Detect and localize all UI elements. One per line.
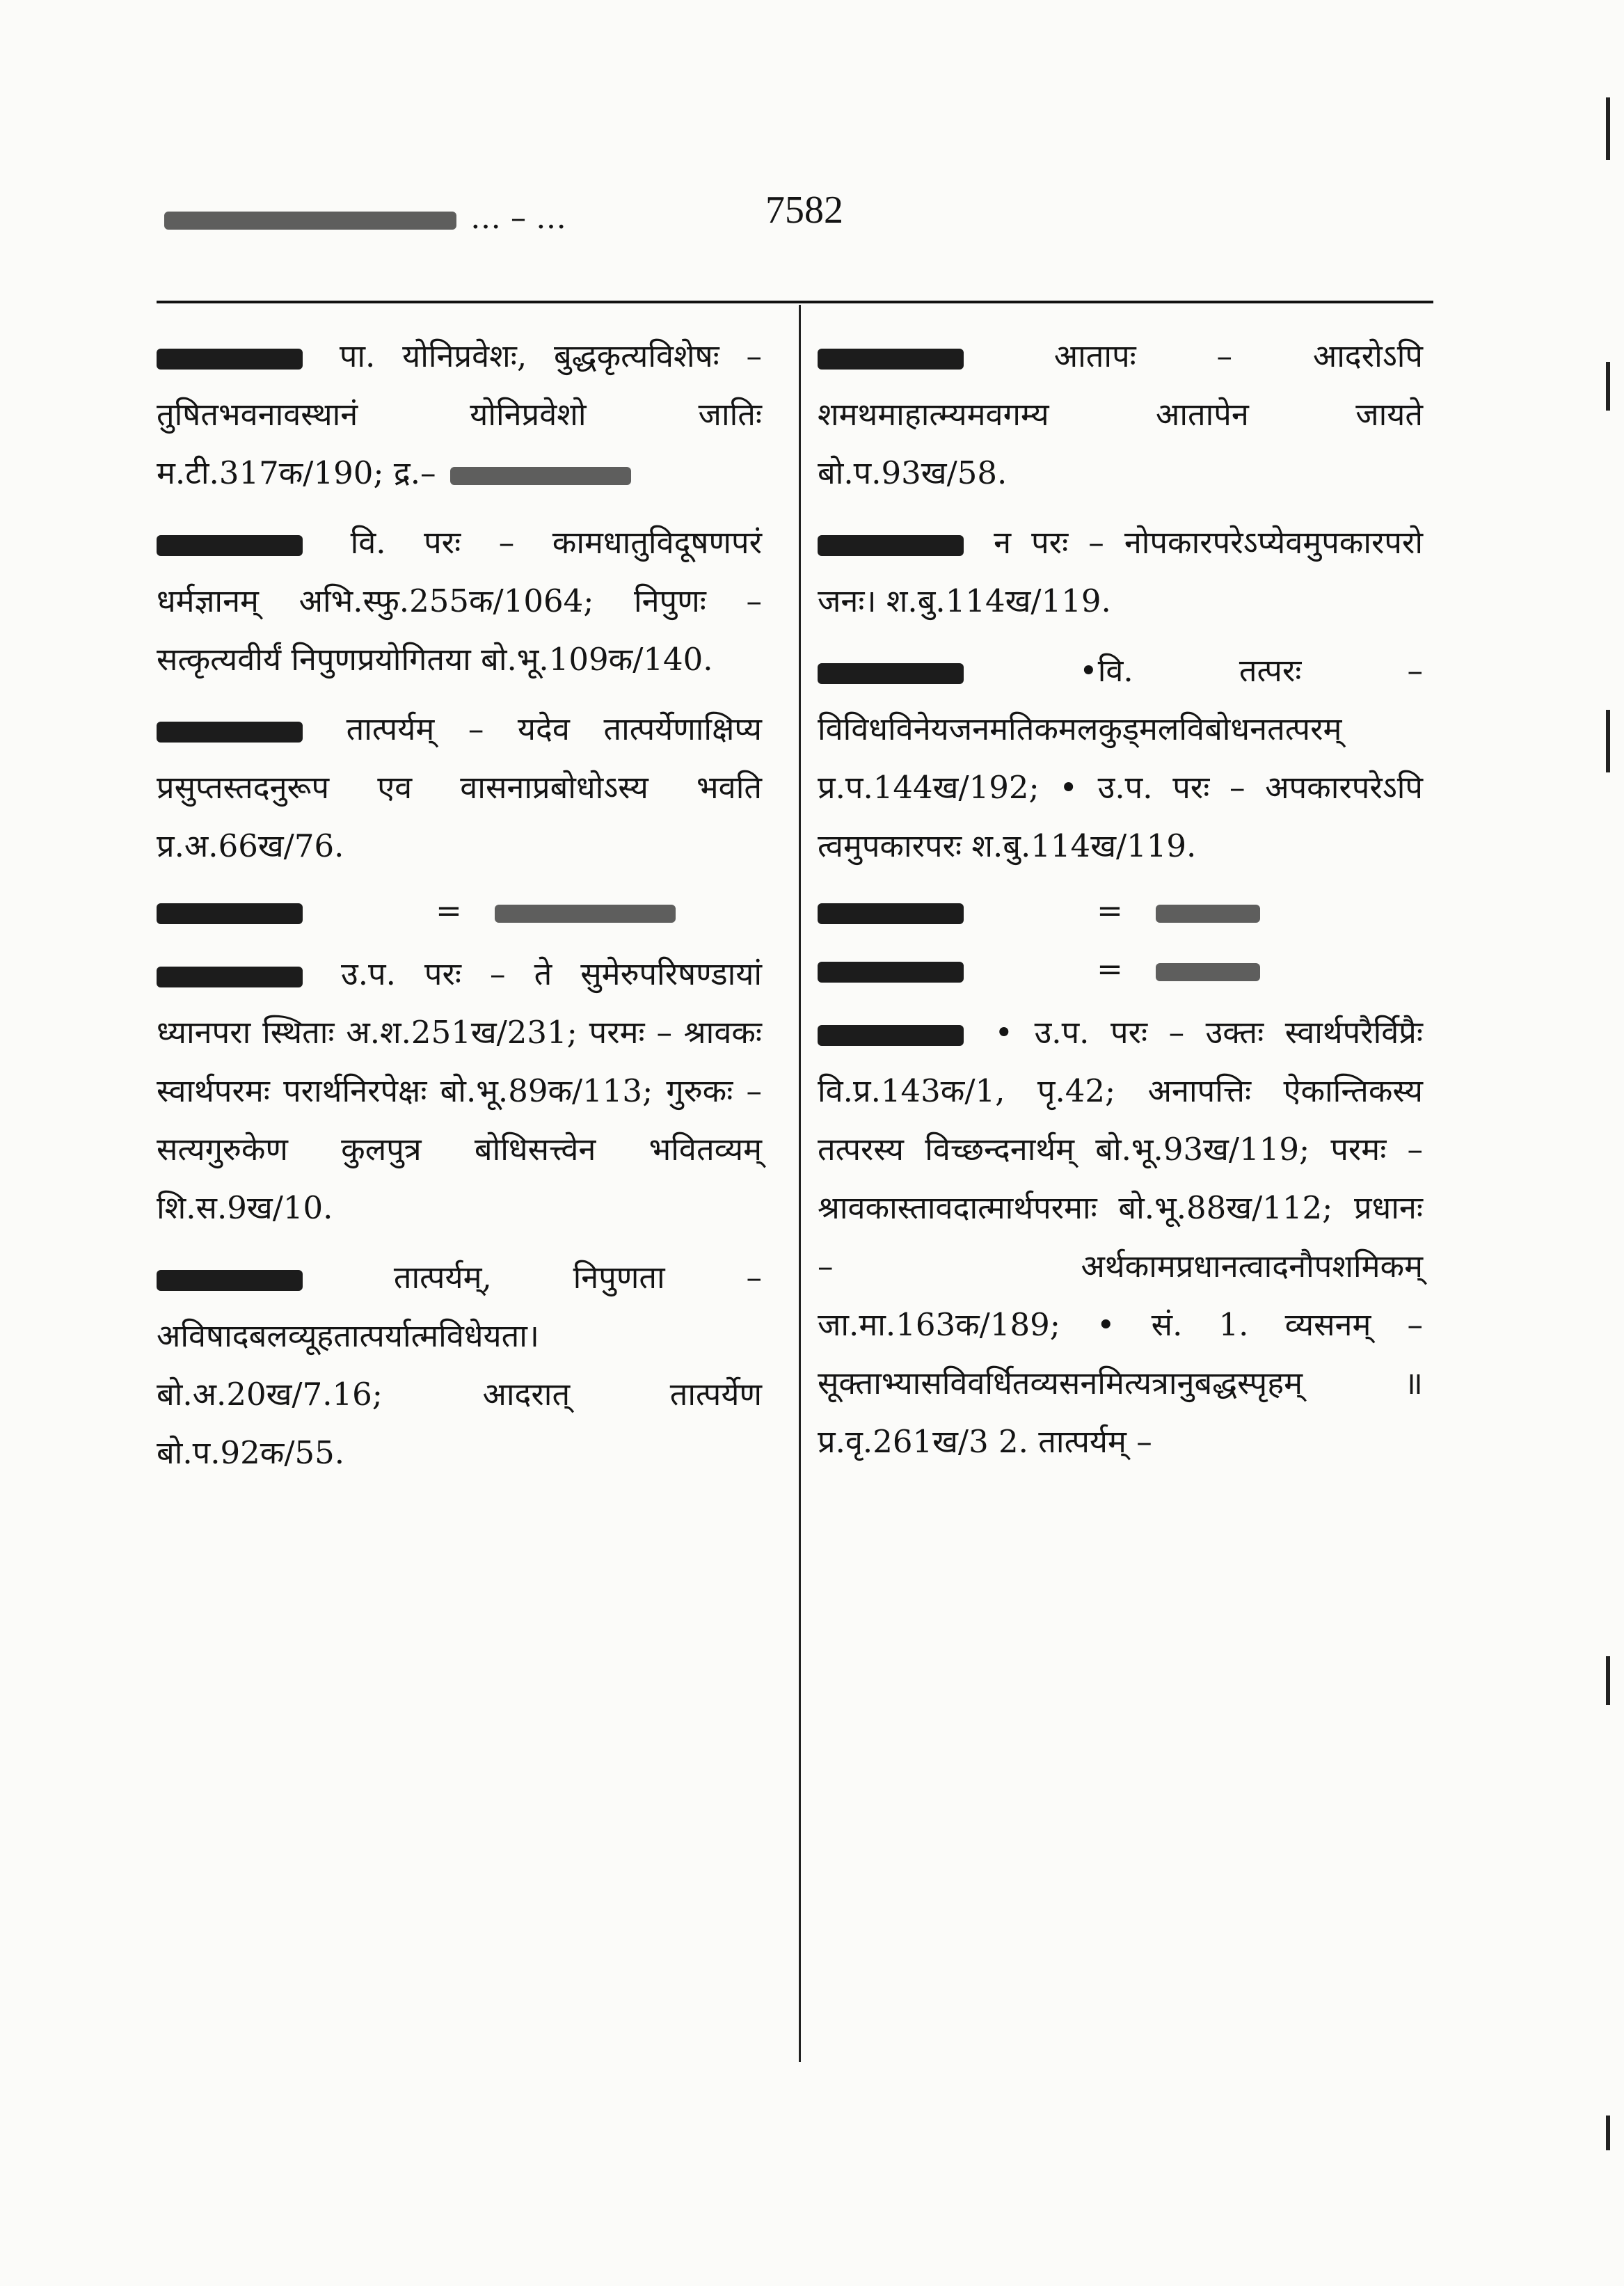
equivalence-entry: = xyxy=(818,887,1423,935)
tibetan-headword xyxy=(818,903,964,924)
equivalence-entry: = xyxy=(157,887,762,935)
tibetan-headword xyxy=(818,349,964,370)
entry: न परः – नोपकारपरेऽप्येवमुपकारपरो जनः। श.बु.114ख/119. xyxy=(818,524,1423,619)
header-rule xyxy=(157,301,1433,303)
entry: तात्पर्यम् – यदेव तात्पर्येणाक्षिप्य प्रसुप्तस्तदनुरूप एव वासनाप्रबोधोऽस्य भवति प्र.अ.66ख/76. xyxy=(157,711,762,864)
tibetan-headword xyxy=(157,967,303,987)
entry: उ.प. परः – ते सुमेरुपरिषण्डायां ध्यानपरा स्थिताः अ.श.251ख/231; परमः – श्रावकः स्वार्थपरमः परार्थनिरपेक्षः बो.भू.89क/113; गुरुकः – सत्यगुरुकेण कुलपुत्र बोधिसत्त्वेन भवितव्यम् शि.स.9ख/10. xyxy=(157,955,762,1226)
tibetan-headword xyxy=(157,903,303,924)
tibetan-headword xyxy=(818,1025,964,1046)
tibetan-headword xyxy=(157,1270,303,1291)
right-column xyxy=(818,327,1423,1482)
tibetan-equivalent-glyphs xyxy=(1156,963,1260,981)
scan-edge-mark xyxy=(1606,710,1610,772)
entry: • उ.प. परः – उक्तः स्वार्थपरैर्विप्रैः वि.प्र.143क/1, पृ.42; अनापत्तिः ऐकान्तिकस्य तत्परस्य विच्छन्दनार्थम् बो.भू.93ख/119; परमः – श्रावकास्तावदात्मार्थपरमाः बो.भू.88ख/112; प्रधानः – अर्थकामप्रधानत्वादनौपशमिकम् जा.मा.163क/189; • सं. 1. व्यसनम् – सूक्ताभ्यासविवर्धितव्यसनमित्यत्रानुबद्धस्पृहम् ॥ प्र.वृ.261ख/3 2. तात्पर्यम् – xyxy=(818,1014,1423,1460)
page-header xyxy=(160,188,1426,251)
entry: तात्पर्यम्, निपुणता – अविषादबलव्यूहतात्पर्यात्मविधेयता। बो.अ.20ख/7.16; आदरात् तात्पर्येण बो.प.92क/55. xyxy=(157,1259,762,1471)
tibetan-running-head-glyphs xyxy=(164,212,456,230)
tibetan-headword xyxy=(157,535,303,556)
tibetan-headword xyxy=(818,535,964,556)
scan-edge-mark xyxy=(1606,1656,1610,1705)
tibetan-equivalent-glyphs xyxy=(495,905,676,923)
page-number: 7582 xyxy=(765,189,843,232)
entry: •वि. तत्परः – विविधविनेयजनमतिकमलकुड्मलविबोधनतत्परम् प्र.प.144ख/192; • उ.प. परः – अपकारपरेऽपि त्वमुपकारपरः श.बु.114ख/119. xyxy=(818,652,1423,864)
tibetan-crossref-glyphs xyxy=(450,467,631,485)
entry: आतापः – आदरोऽपि शमथमाहात्म्यमवगम्य आतापेन जायते बो.प.93ख/58. xyxy=(818,338,1423,491)
tibetan-headword xyxy=(157,722,303,743)
tibetan-equivalent-glyphs xyxy=(1156,905,1260,923)
left-column xyxy=(157,327,762,1493)
scan-edge-mark xyxy=(1606,97,1610,160)
running-head: … – … xyxy=(160,200,566,236)
entry: पा. योनिप्रवेशः, बुद्धकृत्यविशेषः – तुषितभवनावस्थानं योनिप्रवेशो जातिः म.टी.317क/190; द्र.– xyxy=(157,338,762,491)
tibetan-headword xyxy=(818,962,964,983)
tibetan-headword xyxy=(157,349,303,370)
tibetan-headword xyxy=(818,663,964,684)
scan-edge-mark xyxy=(1606,2116,1610,2150)
equivalence-entry: = xyxy=(818,945,1423,994)
column-divider xyxy=(799,305,801,2062)
entry: वि. परः – कामधातुविदूषणपरं धर्मज्ञानम् अभि.स्फु.255क/1064; निपुणः – सत्कृत्यवीर्यं निपुणप्रयोगितया बो.भू.109क/140. xyxy=(157,524,762,678)
scan-edge-mark xyxy=(1606,362,1610,411)
